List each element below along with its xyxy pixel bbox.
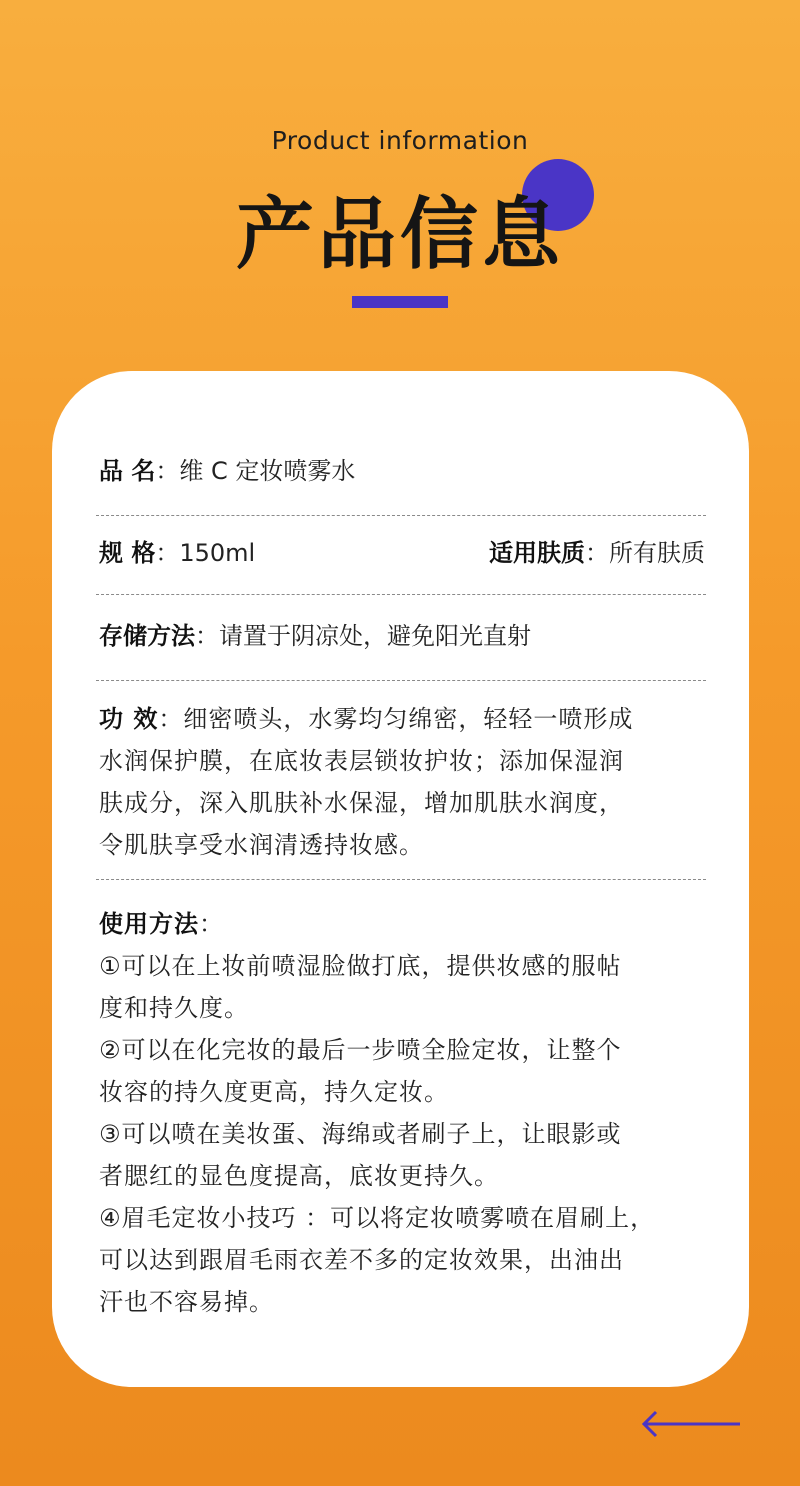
usage-line: ①可以在上妆前喷湿脸做打底，提供妆感的服帖: [99, 952, 622, 980]
field-effect-colon: ：: [158, 705, 184, 733]
field-name: [99, 450, 705, 492]
effect-line: 水润保护膜，在底妆表层锁妆护妆；添加保湿润: [99, 747, 624, 775]
field-spec-value: 150ml: [179, 539, 256, 567]
page-title: 产品信息: [235, 190, 564, 280]
usage-line: 汗也不容易掉。: [99, 1288, 274, 1316]
divider: [96, 515, 706, 516]
divider: [96, 680, 706, 681]
effect-line: 肤成分，深入肌肤补水保湿，增加肌肤水润度，: [99, 789, 624, 817]
divider: [96, 879, 706, 880]
field-skin: [489, 532, 705, 574]
divider: [96, 594, 706, 595]
usage-line: 妆容的持久度更高，持久定妆。: [99, 1078, 449, 1106]
usage-line: 度和持久度。: [99, 994, 249, 1022]
usage-line: ④眉毛定妆小技巧 ：可以将定妆喷雾喷在眉刷上，: [99, 1204, 656, 1232]
field-spec-colon: ：: [155, 539, 180, 567]
effect-line: 令肌肤享受水润清透持妆感。: [99, 831, 424, 859]
field-usage: [99, 903, 705, 1323]
field-usage-label: 使用方法: [99, 910, 199, 938]
left-arrow-icon: [640, 1409, 742, 1439]
effect-line: 细密喷头，水雾均匀绵密，轻轻一喷形成: [183, 705, 634, 733]
field-name-value: 维 C 定妆喷雾水: [179, 457, 356, 485]
field-skin-value: 所有肤质: [609, 539, 705, 567]
field-name-colon: ：: [155, 457, 180, 485]
title-underline: [352, 296, 448, 308]
usage-line: ③可以喷在美妆蛋、海绵或者刷子上，让眼影或: [99, 1120, 622, 1148]
field-spec: [99, 532, 705, 574]
page-subtitle: Product information: [271, 126, 529, 155]
usage-line: 者腮红的显色度提高，底妆更持久。: [99, 1162, 499, 1190]
usage-line: ②可以在化完妆的最后一步喷全脸定妆，让整个: [99, 1036, 622, 1064]
field-usage-colon: ：: [199, 910, 224, 938]
field-skin-colon: ：: [585, 539, 609, 567]
field-storage-value: 请置于阴凉处，避免阳光直射: [219, 622, 531, 650]
field-storage-label: 存储方法: [99, 622, 195, 650]
field-storage: [99, 615, 705, 657]
field-name-label: 品 名: [99, 457, 156, 485]
field-effect: [99, 698, 705, 866]
field-skin-label: 适用肤质: [489, 539, 585, 567]
field-effect-label: 功 效: [99, 705, 159, 733]
usage-line: 可以达到跟眉毛雨衣差不多的定妆效果，出油出: [99, 1246, 624, 1274]
field-spec-label: 规 格: [99, 539, 156, 567]
field-storage-colon: ：: [195, 622, 219, 650]
